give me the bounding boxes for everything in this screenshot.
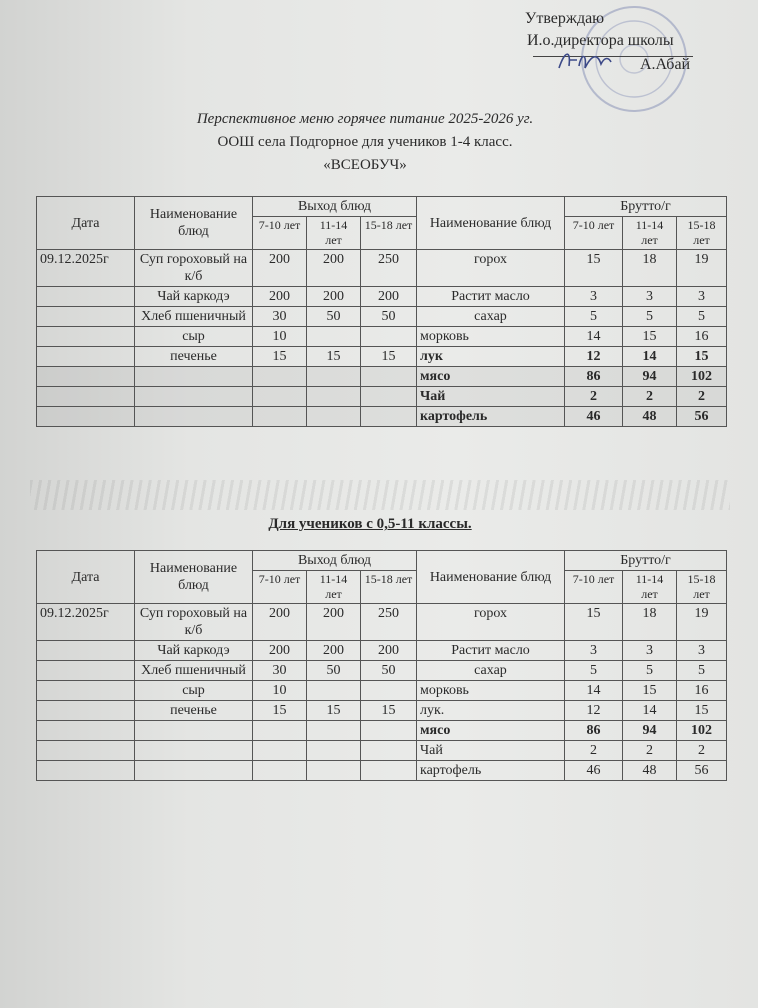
cell-brutto-11-14: 5 [623,661,677,681]
cell-dish: Хлеб пшеничный [135,661,253,681]
cell-product: горох [417,604,565,641]
handwritten-signature [555,46,615,74]
cell-date [37,681,135,701]
cell-brutto-11-14: 15 [623,681,677,701]
cell-output-11-14 [307,367,361,387]
cell-brutto-7-10: 2 [565,741,623,761]
cell-output-15-18 [361,721,417,741]
cell-brutto-11-14: 2 [623,741,677,761]
cell-date [37,287,135,307]
cell-output-11-14 [307,761,361,781]
cell-product: мясо [417,367,565,387]
cell-brutto-11-14: 5 [623,307,677,327]
cell-product: лук [417,347,565,367]
table-row [37,387,727,407]
header-age-7-10: 7-10 лет [253,217,307,250]
cell-brutto-11-14: 14 [623,701,677,721]
menu-table-1-4 [36,196,727,427]
cell-product: Растит масло [417,287,565,307]
cell-dish [135,761,253,781]
cell-date [37,721,135,741]
header-age-11-14: 11-14 лет [623,217,677,250]
cell-brutto-15-18: 19 [677,604,727,641]
header-date: Дата [37,551,135,604]
cell-brutto-15-18: 3 [677,641,727,661]
cell-output-7-10: 200 [253,250,307,287]
table-row [37,761,727,781]
table-row [37,347,727,367]
cell-date [37,641,135,661]
table-row [37,641,727,661]
cell-date [37,741,135,761]
cell-output-15-18 [361,407,417,427]
cell-date [37,327,135,347]
header-age-11-14: 11-14 лет [623,571,677,604]
cell-dish: сыр [135,681,253,701]
cell-output-7-10: 10 [253,327,307,347]
cell-output-15-18 [361,681,417,701]
cell-dish [135,721,253,741]
school-line: ООШ села Подгорное для учеников 1-4 класс. [217,134,513,150]
table-row [37,307,727,327]
approval-position: И.о.директора школы [527,32,674,49]
cell-output-7-10: 200 [253,604,307,641]
cell-dish: Хлеб пшеничный [135,307,253,327]
cell-date [37,347,135,367]
cell-brutto-11-14: 14 [623,347,677,367]
cell-dish: Суп гороховый на к/б [135,250,253,287]
cell-dish [135,407,253,427]
header-age-15-18: 15-18 лет [677,571,727,604]
header-age-7-10: 7-10 лет [565,571,623,604]
header-output: Выход блюд [253,197,417,217]
cell-output-7-10: 30 [253,661,307,681]
cell-output-11-14 [307,721,361,741]
cell-output-7-10 [253,407,307,427]
cell-product: горох [417,250,565,287]
header-age-11-14: 11-14 лет [307,217,361,250]
table-row [37,741,727,761]
table-row [37,250,727,287]
cell-output-11-14: 200 [307,641,361,661]
cell-brutto-11-14: 15 [623,327,677,347]
cell-output-7-10 [253,741,307,761]
cell-product: Чай [417,741,565,761]
approval-name: А.Абай [640,56,691,73]
cell-output-15-18: 200 [361,641,417,661]
cell-brutto-11-14: 94 [623,721,677,741]
cell-output-15-18: 50 [361,661,417,681]
cell-brutto-11-14: 3 [623,641,677,661]
cell-dish [135,741,253,761]
header-brutto: Брутто/г [565,197,727,217]
cell-brutto-15-18: 19 [677,250,727,287]
header-age-15-18: 15-18 лет [361,217,417,250]
cell-brutto-15-18: 3 [677,287,727,307]
cell-output-11-14: 200 [307,287,361,307]
cell-output-11-14 [307,407,361,427]
cell-output-15-18: 15 [361,701,417,721]
header-output: Выход блюд [253,551,417,571]
cell-date [37,387,135,407]
cell-brutto-15-18: 15 [677,347,727,367]
cell-output-15-18: 200 [361,287,417,307]
cell-date [37,367,135,387]
cell-brutto-7-10: 2 [565,387,623,407]
cell-output-7-10 [253,761,307,781]
cell-output-15-18 [361,327,417,347]
cell-output-11-14: 15 [307,347,361,367]
table-row [37,327,727,347]
cell-output-7-10 [253,721,307,741]
cell-output-7-10: 30 [253,307,307,327]
cell-brutto-11-14: 94 [623,367,677,387]
menu-title: Перспективное меню горячее питание 2025-2026 уг. [196,111,534,127]
cell-brutto-15-18: 2 [677,387,727,407]
cell-brutto-7-10: 12 [565,347,623,367]
header-age-7-10: 7-10 лет [565,217,623,250]
cell-dish: печенье [135,347,253,367]
cell-product: картофель [417,761,565,781]
cell-brutto-15-18: 16 [677,681,727,701]
table-row [37,407,727,427]
cell-output-11-14 [307,327,361,347]
cell-product: морковь [417,681,565,701]
cell-output-7-10 [253,387,307,407]
cell-product: Чай [417,387,565,407]
cell-output-15-18 [361,387,417,407]
cell-output-7-10: 15 [253,701,307,721]
header-age-15-18: 15-18 лет [677,217,727,250]
table-row [37,721,727,741]
header-date: Дата [37,197,135,250]
cell-brutto-7-10: 86 [565,367,623,387]
cell-date [37,761,135,781]
cell-output-11-14: 15 [307,701,361,721]
table-row [37,287,727,307]
cell-product: картофель [417,407,565,427]
cell-output-15-18 [361,367,417,387]
cell-brutto-15-18: 56 [677,407,727,427]
cell-dish: Чай каркодэ [135,287,253,307]
cell-brutto-7-10: 5 [565,661,623,681]
table-row [37,367,727,387]
cell-brutto-15-18: 15 [677,701,727,721]
cell-dish: печенье [135,701,253,721]
cell-output-7-10: 15 [253,347,307,367]
cell-brutto-7-10: 86 [565,721,623,741]
header-age-7-10: 7-10 лет [253,571,307,604]
cell-output-15-18: 250 [361,604,417,641]
header-age-15-18: 15-18 лет [361,571,417,604]
cell-brutto-7-10: 14 [565,681,623,701]
cell-brutto-7-10: 46 [565,761,623,781]
cell-brutto-11-14: 18 [623,250,677,287]
cell-output-15-18: 50 [361,307,417,327]
cell-date [37,701,135,721]
cell-brutto-15-18: 16 [677,327,727,347]
cell-output-7-10 [253,367,307,387]
cell-dish [135,387,253,407]
cell-output-15-18 [361,761,417,781]
menu-table-0-5-11 [36,550,727,781]
cell-brutto-11-14: 48 [623,761,677,781]
cell-product: сахар [417,307,565,327]
cell-dish: Чай каркодэ [135,641,253,661]
cell-output-7-10: 200 [253,287,307,307]
cell-product: морковь [417,327,565,347]
cell-output-11-14: 200 [307,604,361,641]
cell-output-11-14 [307,741,361,761]
cell-output-11-14: 200 [307,250,361,287]
cell-product: сахар [417,661,565,681]
cell-date [37,307,135,327]
cell-output-11-14: 50 [307,307,361,327]
cell-output-15-18: 15 [361,347,417,367]
cell-output-11-14: 50 [307,661,361,681]
cell-date: 09.12.2025г [37,250,135,287]
cell-brutto-7-10: 12 [565,701,623,721]
cell-output-15-18: 250 [361,250,417,287]
cell-brutto-7-10: 15 [565,604,623,641]
cell-product: Растит масло [417,641,565,661]
cell-brutto-7-10: 14 [565,327,623,347]
cell-brutto-7-10: 15 [565,250,623,287]
cell-brutto-11-14: 3 [623,287,677,307]
cell-brutto-7-10: 5 [565,307,623,327]
cell-date [37,407,135,427]
header-product: Наименование блюд [417,197,565,250]
cell-dish: Суп гороховый на к/б [135,604,253,641]
cell-output-7-10: 10 [253,681,307,701]
header-product: Наименование блюд [417,551,565,604]
program-name: «ВСЕОБУЧ» [323,157,407,173]
cell-brutto-15-18: 2 [677,741,727,761]
header-dish: Наименование блюд [135,197,253,250]
header-brutto: Брутто/г [565,551,727,571]
cell-date [37,661,135,681]
table-row [37,701,727,721]
table-row [37,604,727,641]
cell-brutto-7-10: 3 [565,641,623,661]
cell-output-15-18 [361,741,417,761]
cell-brutto-15-18: 102 [677,721,727,741]
menu-header [150,108,580,177]
paper-smudge [30,480,730,510]
table2-subtitle: Для учеников с 0,5-11 классы. [268,516,472,532]
header-age-11-14: 11-14 лет [307,571,361,604]
cell-brutto-15-18: 102 [677,367,727,387]
cell-output-11-14 [307,681,361,701]
cell-product: мясо [417,721,565,741]
cell-output-11-14 [307,387,361,407]
cell-brutto-11-14: 2 [623,387,677,407]
cell-dish: сыр [135,327,253,347]
cell-date: 09.12.2025г [37,604,135,641]
cell-output-7-10: 200 [253,641,307,661]
table-row [37,661,727,681]
approval-title: Утверждаю [525,10,605,27]
cell-product: лук. [417,701,565,721]
cell-brutto-11-14: 18 [623,604,677,641]
cell-dish [135,367,253,387]
cell-brutto-15-18: 56 [677,761,727,781]
cell-brutto-11-14: 48 [623,407,677,427]
header-dish: Наименование блюд [135,551,253,604]
cell-brutto-7-10: 3 [565,287,623,307]
cell-brutto-15-18: 5 [677,307,727,327]
cell-brutto-7-10: 46 [565,407,623,427]
cell-brutto-15-18: 5 [677,661,727,681]
table-row [37,681,727,701]
